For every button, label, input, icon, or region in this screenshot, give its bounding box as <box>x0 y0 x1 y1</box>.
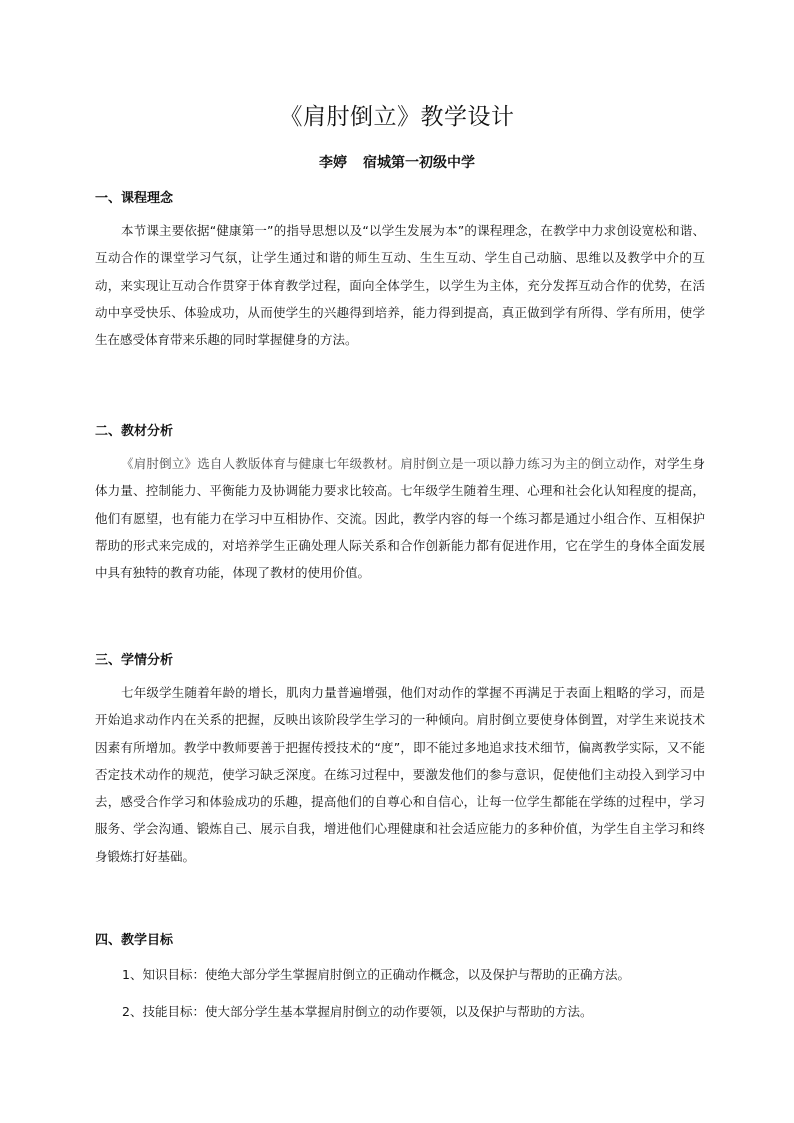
paragraph-body: 作，对学生身体力量、控制能力、平衡能力及协调能力要求比较高。七年级学生随着生理、心理和社会化认知程度的提高，他们有愿望，也有能力在学习中互相协作、交流。因此，教学内容的每一个练习都是通过小组合作、互相保护帮助的形式来完成的，对培养学生正确处理人际关系和合作创新能力都有促进作用，它在学生的身体全面发展中具有独特的教育功能，体现了教材的使用价值。 <box>95 456 705 581</box>
goal-item-skill: 2、技能目标：使大部分学生基本掌握肩肘倒立的动作要领，以及保护与帮助的方法。 <box>122 1004 593 1019</box>
section-heading: 四、教学目标 <box>95 933 174 948</box>
section-teaching-goals <box>95 929 705 1024</box>
section-paragraph: 本节课主要依据“健康第一”的指导思想以及“以学生发展为本”的课程理念，在教学中力求创设宽松和谐、互动合作的课堂学习气氛，让学生通过和谐的师生互动、生生互动、学生自己动脑、思维以及教学中介的互动，来实现让互动合作贯穿于体育教学过程，面向全体学生，以学生为主体，充分发挥互动合作的优势，在活动中享受快乐、体验成功，从而使学生的兴趣得到培养，能力得到提高，真正做到学有所得、学有所用，使学生在感受体育带来乐趣的同时掌握健身的方法。 <box>95 223 705 348</box>
section-heading: 二、教材分析 <box>95 424 174 439</box>
goal-item-knowledge: 1、知识目标：使绝大部分学生掌握肩肘倒立的正确动作概念，以及保护与帮助的正确方法。 <box>122 967 630 982</box>
author-line <box>0 151 794 175</box>
section-paragraph: 七年级学生随着年龄的增长，肌肉力量普遍增强，他们对动作的掌握不再满足于表面上粗略的学习，而是开始追求动作内在关系的把握，反映出该阶段学生学习的一种倾向。肩肘倒立要使身体倒置，对学生来说技术因素有所增加。教学中教师要善于把握传授技术的“度”，即不能过多地追求技术细节，偏离教学实际，又不能否定技术动作的规范，使学习缺乏深度。在练习过程中，要激发他们的参与意识，促使他们主动投入到学习中去，感受合作学习和体验成功的乐趣，提高他们的自尊心和自信心，让每一位学生都能在学练的过程中，学习服务、学会沟通、锻炼自己、展示自我，增进他们心理健康和社会适应能力的多种价值，为学生自主学习和终身锻炼打好基础。 <box>95 685 705 864</box>
section-heading: 三、学情分析 <box>95 653 174 668</box>
section-paragraph <box>95 450 705 586</box>
section-heading: 一、课程理念 <box>95 191 174 206</box>
author-name: 李婷 <box>319 155 347 171</box>
section-material-analysis <box>95 420 705 586</box>
section-course-philosophy <box>95 187 705 353</box>
paragraph-lead: 《肩肘倒立》选自人教版体育与健康七年级教材。肩肘倒立是一项以静力练习为主的倒立动 <box>121 456 629 471</box>
author-school: 宿城第一初级中学 <box>363 155 475 171</box>
section-learner-analysis <box>95 649 705 870</box>
document-title: 《肩肘倒立》教学设计 <box>279 104 515 130</box>
